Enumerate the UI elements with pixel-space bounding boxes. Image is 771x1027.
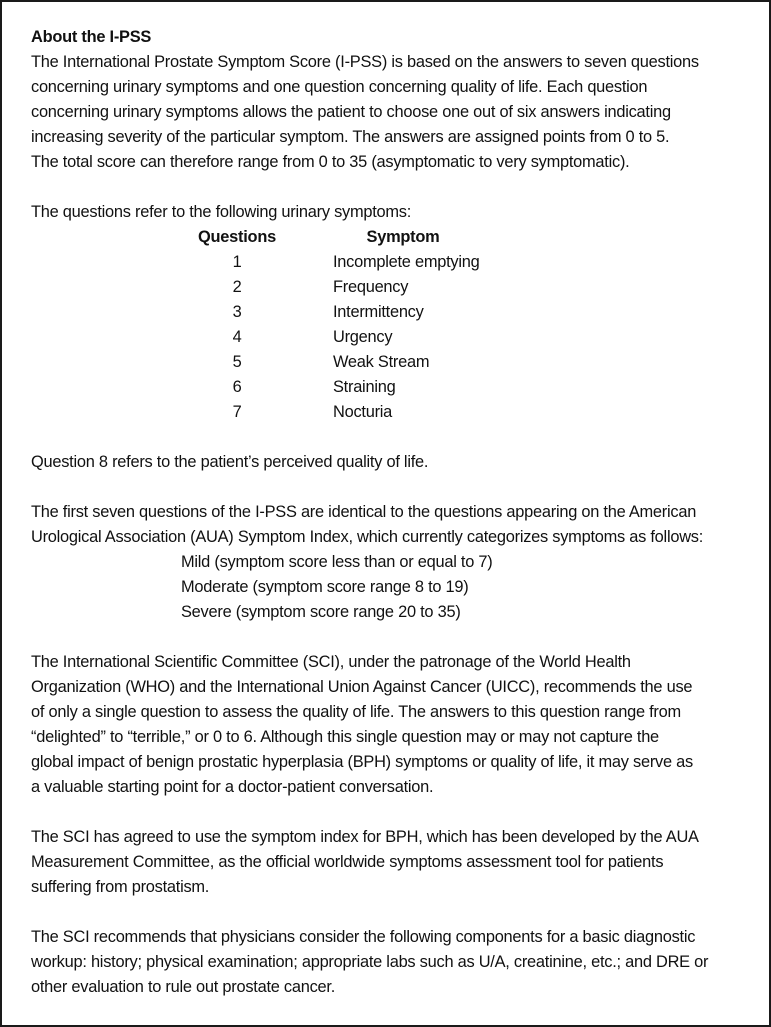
severity-mild: Mild (symptom score less than or equal to 7) bbox=[181, 553, 493, 571]
paragraph-spacer bbox=[31, 800, 751, 825]
symptom-name: Incomplete emptying bbox=[333, 253, 480, 271]
paragraph-spacer bbox=[31, 900, 751, 925]
intro-line: increasing severity of the particular symptom. The answers are assigned points from 0 to 5. bbox=[31, 128, 670, 146]
header-questions: Questions bbox=[198, 228, 276, 246]
document-title: About the I-PSS bbox=[31, 28, 152, 46]
symptom-name: Nocturia bbox=[333, 403, 393, 421]
sci-agreed-line: The SCI has agreed to use the symptom index for BPH, which has been developed by the AUA bbox=[31, 828, 699, 846]
sci-line: The International Scientific Committee (SCI), under the patronage of the World Health bbox=[31, 653, 631, 671]
sci-line: Organization (WHO) and the International Union Against Cancer (UICC), recommends the use bbox=[31, 678, 693, 696]
severity-moderate: Moderate (symptom score range 8 to 19) bbox=[181, 578, 469, 596]
intro-line: concerning urinary symptoms and one question concerning quality of life. Each question bbox=[31, 78, 648, 96]
symptom-name: Urgency bbox=[333, 328, 393, 346]
symptom-name: Intermittency bbox=[333, 303, 424, 321]
sci-paragraph bbox=[31, 650, 751, 800]
table-header-row bbox=[31, 225, 751, 250]
intro-line: The total score can therefore range from 0 to 35 (asymptomatic to very symptomatic). bbox=[31, 153, 630, 171]
table-intro: The questions refer to the following urinary symptoms: bbox=[31, 203, 412, 221]
question-number: 4 bbox=[232, 328, 242, 346]
sci-recommend-paragraph bbox=[31, 925, 751, 1000]
table-row bbox=[31, 325, 751, 350]
table-row bbox=[31, 300, 751, 325]
symptom-name: Straining bbox=[333, 378, 396, 396]
table-row bbox=[31, 350, 751, 375]
header-symptom: Symptom bbox=[366, 228, 440, 246]
question-number: 1 bbox=[232, 253, 242, 271]
intro-paragraph bbox=[31, 50, 751, 175]
paragraph-spacer bbox=[31, 625, 751, 650]
sci-line: “delighted” to “terrible,” or 0 to 6. Although this single question may or may not capture the bbox=[31, 728, 659, 746]
severity-list bbox=[31, 550, 751, 625]
question-number: 3 bbox=[232, 303, 242, 321]
paragraph-spacer bbox=[31, 175, 751, 200]
symptom-name: Weak Stream bbox=[333, 353, 430, 371]
sci-recommend-line: The SCI recommends that physicians consider the following components for a basic diagnostic bbox=[31, 928, 696, 946]
table-row bbox=[31, 250, 751, 275]
question-number: 7 bbox=[232, 403, 242, 421]
question8-paragraph: Question 8 refers to the patient’s perceived quality of life. bbox=[31, 453, 429, 471]
aua-line: Urological Association (AUA) Symptom Index, which currently categorizes symptoms as follows: bbox=[31, 528, 704, 546]
symptom-name: Frequency bbox=[333, 278, 409, 296]
aua-line: The first seven questions of the I-PSS are identical to the questions appearing on the American bbox=[31, 503, 697, 521]
sci-line: of only a single question to assess the quality of life. The answers to this question range from bbox=[31, 703, 681, 721]
question-number: 2 bbox=[232, 278, 242, 296]
intro-line: The International Prostate Symptom Score (I-PSS) is based on the answers to seven questions bbox=[31, 53, 699, 71]
sci-line: a valuable starting point for a doctor-patient conversation. bbox=[31, 778, 434, 796]
paragraph-spacer bbox=[31, 425, 751, 450]
sci-line: global impact of benign prostatic hyperplasia (BPH) symptoms or quality of life, it may serve as bbox=[31, 753, 693, 771]
sci-recommend-line: other evaluation to rule out prostate cancer. bbox=[31, 978, 336, 996]
aua-paragraph bbox=[31, 500, 751, 550]
intro-line: concerning urinary symptoms allows the patient to choose one out of six answers indicating bbox=[31, 103, 671, 121]
sci-agreed-paragraph bbox=[31, 825, 751, 900]
question-number: 6 bbox=[232, 378, 242, 396]
paragraph-spacer bbox=[31, 475, 751, 500]
document-content bbox=[31, 25, 751, 1000]
severity-severe: Severe (symptom score range 20 to 35) bbox=[181, 603, 461, 621]
symptom-table bbox=[31, 225, 751, 425]
table-row bbox=[31, 375, 751, 400]
table-row bbox=[31, 275, 751, 300]
table-row bbox=[31, 400, 751, 425]
sci-agreed-line: Measurement Committee, as the official worldwide symptoms assessment tool for patients bbox=[31, 853, 664, 871]
sci-recommend-line: workup: history; physical examination; appropriate labs such as U/A, creatinine, etc.; and DRE or bbox=[31, 953, 709, 971]
sci-agreed-line: suffering from prostatism. bbox=[31, 878, 210, 896]
question-number: 5 bbox=[232, 353, 242, 371]
